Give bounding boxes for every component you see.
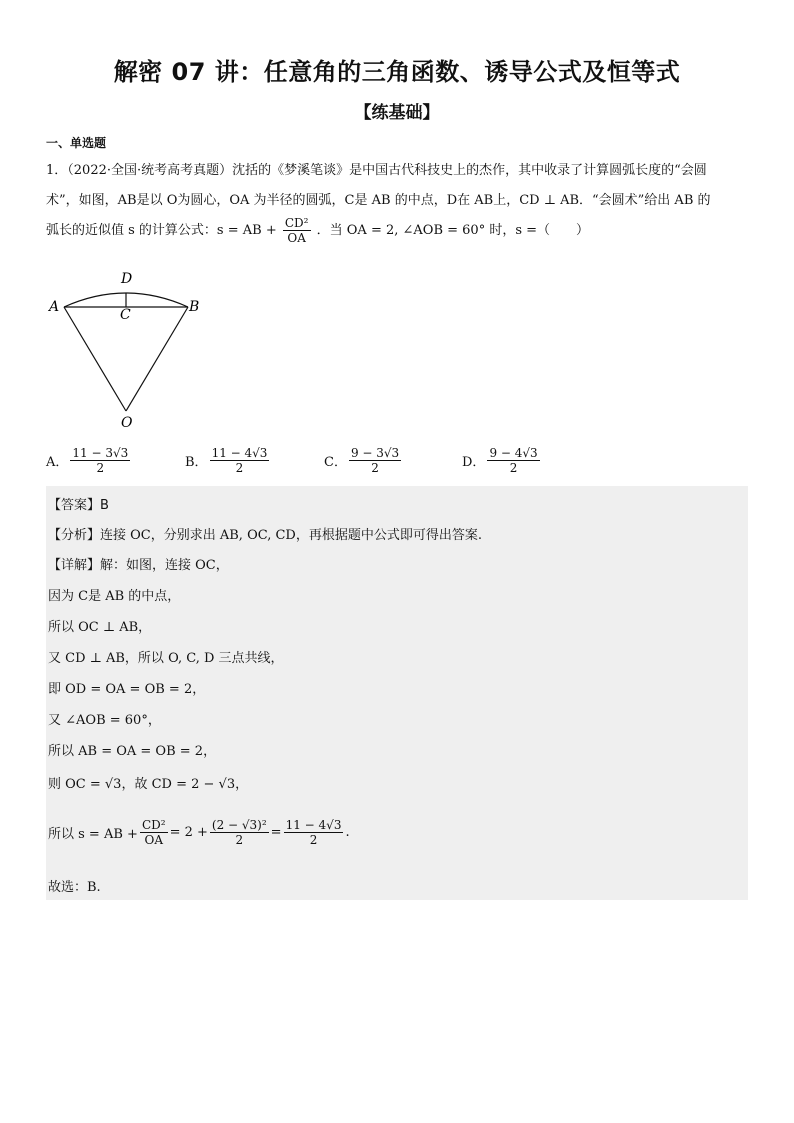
final-fraction-1-denominator: OA	[144, 833, 163, 847]
final-fraction-2-numerator: (2 − √3)²	[211, 818, 267, 832]
option-a-fraction	[70, 446, 130, 475]
final-formula-end: .	[345, 825, 350, 840]
fraction-numerator: CD²	[284, 216, 309, 230]
question-text	[46, 156, 748, 246]
question-formula-suffix: ．当 OA = 2, ∠AOB = 60° 时，s =（ ）	[316, 223, 590, 238]
question-line-1: 1．（2022·全国·统考高考真题）沈括的《梦溪笔谈》是中国古代科技史上的杰作，其中收录了计算圆弧长度的“会圆	[46, 163, 707, 178]
segment-oa	[64, 307, 126, 411]
label-b: B	[189, 299, 200, 315]
label-o: O	[121, 415, 133, 431]
solution-step-8	[48, 818, 350, 847]
option-a-letter: A．	[46, 455, 69, 470]
label-d: D	[121, 271, 133, 287]
label-c: C	[120, 307, 131, 323]
page-subtitle: 【练基础】	[354, 103, 440, 123]
final-fraction-2	[210, 818, 269, 847]
solution-step-6: 所以 AB = OA = OB = 2，	[48, 744, 217, 759]
option-a-denominator: 2	[96, 461, 105, 475]
fraction-denominator: OA	[287, 231, 306, 245]
option-d-denominator: 2	[509, 461, 518, 475]
option-a[interactable]	[46, 446, 132, 475]
option-d[interactable]	[462, 446, 542, 475]
option-a-numerator: 11 − 3√3	[72, 446, 129, 460]
option-d-letter: D．	[462, 455, 486, 470]
sector-figure	[46, 268, 216, 433]
final-fraction-3-numerator: 11 − 4√3	[285, 818, 342, 832]
option-c-denominator: 2	[371, 461, 379, 475]
solution-step-1: 因为 C是 AB 的中点，	[48, 589, 181, 604]
final-fraction-2-denominator: 2	[235, 833, 244, 847]
page-title: 解密 07 讲：任意角的三角函数、诱导公式及恒等式	[113, 58, 681, 86]
segment-ob	[126, 307, 188, 411]
option-c-fraction	[349, 446, 401, 475]
solution-analysis: 【分析】连接 OC，分别求出 AB, OC, CD，再根据题中公式即可得出答案.	[48, 528, 482, 543]
final-fraction-1-numerator: CD²	[141, 818, 166, 832]
final-fraction-3	[284, 818, 344, 847]
option-d-numerator: 9 − 4√3	[489, 446, 538, 460]
option-b-fraction	[210, 446, 270, 475]
option-b-numerator: 11 − 4√3	[211, 446, 268, 460]
option-c-numerator: 9 − 3√3	[350, 446, 400, 460]
option-b-denominator: 2	[235, 461, 244, 475]
solution-step-4: 即 OD = OA = OB = 2，	[48, 682, 206, 697]
option-b-letter: B．	[185, 455, 208, 470]
final-formula-equals: =	[270, 825, 282, 840]
section-heading: 一、单选题	[46, 136, 107, 150]
solution-detail: 【详解】解：如图，连接 OC，	[48, 558, 229, 573]
option-c[interactable]	[324, 446, 403, 475]
option-b[interactable]	[185, 446, 271, 475]
final-fraction-1	[140, 818, 168, 847]
final-formula-prefix: 所以 s = AB +	[48, 827, 138, 842]
question-formula-prefix: 弧长的近似值 s 的计算公式：s = AB +	[46, 223, 277, 238]
final-fraction-3-denominator: 2	[309, 833, 318, 847]
answer-options	[46, 446, 748, 486]
solution-answer: 【答案】B	[48, 498, 109, 513]
option-d-fraction	[487, 446, 539, 475]
option-c-letter: C．	[324, 455, 347, 470]
label-a: A	[49, 299, 60, 315]
solution-step-7: 则 OC = √3，故 CD = 2 − √3，	[48, 777, 249, 792]
question-line-2: 术”，如图，AB是以 O为圆心，OA 为半径的圆弧，C是 AB 的中点，D在 AB上，CD ⊥ AB．“会圆术”给出 AB 的	[46, 193, 711, 208]
final-formula-middle: = 2 +	[169, 825, 208, 840]
solution-step-5: 又 ∠AOB = 60°，	[48, 713, 161, 728]
question-formula-fraction	[283, 216, 311, 245]
solution-step-2: 所以 OC ⊥ AB，	[48, 620, 152, 635]
solution-conclusion: 故选：B.	[48, 880, 101, 895]
solution-step-3: 又 CD ⊥ AB，所以 O, C, D 三点共线，	[48, 651, 284, 666]
solution-panel	[46, 486, 748, 900]
question-line-3	[46, 216, 748, 246]
